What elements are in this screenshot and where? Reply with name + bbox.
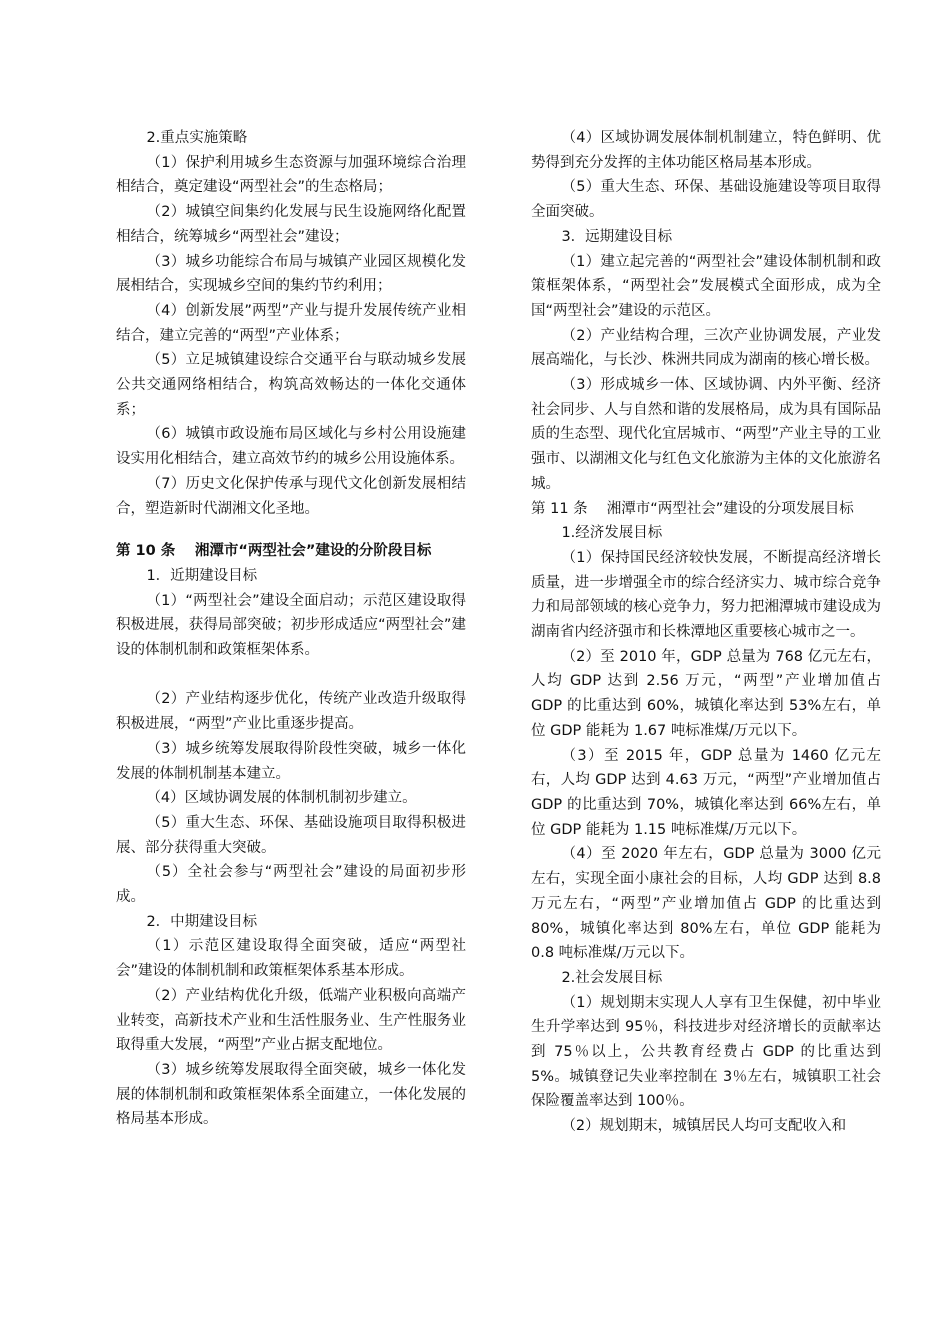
left-paragraph: 2.重点实施策略 (146, 130, 248, 146)
left-paragraph: （3）城乡统筹发展取得阶段性突破，城乡一体化发展的体制机制基本建立。 (116, 740, 466, 782)
right-paragraph: 1.经济发展目标 (561, 525, 663, 542)
left-paragraph: （1）保护利用城乡生态资源与加强环境综合治理相结合，奠定建设“两型社会”的生态格局； (116, 154, 466, 196)
right-paragraph: （4）至 2020 年左右，GDP 总量为 3000 亿元左右，实现全面小康社会的目标，人均 GDP 达到 8.8 万元左右，“两型”产业增加值占 GDP 的比重达到 80%，城镇化率达到 80%左右，单位 GDP 能耗为 0.8 吨标准煤/万元以下。 (531, 846, 881, 962)
right-paragraph: （5）重大生态、环保、基础设施建设等项目取得全面突破。 (531, 179, 881, 221)
left-paragraph: （2）产业结构优化升级，低端产业积极向高端产业转变，高新技术产业和生活性服务业、生产性服务业取得重大发展，“两型”产业占据支配地位。 (116, 987, 466, 1054)
left-paragraph: （1）示范区建设取得全面突破，适应“两型社会”建设的体制机制和政策框架体系基本形成。 (116, 938, 466, 980)
right-paragraph: （1）保持国民经济较快发展，不断提高经济增长质量，进一步增强全市的综合经济实力、城市综合竞争力和局部领域的核心竞争力，努力把湘潭城市建设成为湖南省内经济强市和长株潭地区重要核心城市之一。 (531, 549, 881, 641)
right-paragraph: （2）至 2010 年，GDP 总量为 768 亿元左右，人均 GDP 达到 2.56 万元，“两型”产业增加值占 GDP 的比重达到 60%，城镇化率达到 53%左右，单位 GDP 能耗为 1.67 吨标准煤/万元以下。 (531, 648, 881, 739)
right-paragraph: （2）规划期末，城镇居民人均可支配收入和 (561, 1118, 847, 1135)
section-gap (116, 521, 466, 539)
right-paragraph: （2）产业结构合理，三次产业协调发展，产业发展高端化，与长沙、株洲共同成为湖南的核心增长极。 (531, 327, 881, 369)
left-article-heading: 第 10 条 湘潭市“两型社会”建设的分阶段目标 (116, 543, 432, 560)
blank-line (116, 663, 466, 688)
left-paragraph: （4）创新发展”两型”产业与提升发展传统产业相结合，建立完善的“两型”产业体系； (116, 302, 466, 344)
left-paragraph: （2）产业结构逐步优化，传统产业改造升级取得积极进展，“两型”产业比重逐步提高。 (116, 691, 466, 733)
left-paragraph: 2．中期建设目标 (146, 913, 258, 930)
left-paragraph: （1）“两型社会”建设全面启动；示范区建设取得积极进展，获得局部突破；初步形成适应“两型社会”建设的体制机制和政策框架体系。 (116, 592, 466, 659)
left-paragraph: （3）城乡功能综合布局与城镇产业园区规模化发展相结合，实现城乡空间的集约节约利用； (116, 253, 466, 295)
right-column (531, 126, 881, 1139)
left-paragraph: （5）立足城镇建设综合交通平台与联动城乡发展公共交通网络相结合，构筑高效畅达的一体化交通体系； (116, 352, 466, 418)
left-column (116, 126, 466, 1132)
right-paragraph: （4）区域协调发展体制机制建立，特色鲜明、优势得到充分发挥的主体功能区格局基本形成。 (531, 130, 881, 171)
left-paragraph: （5）全社会参与“两型社会”建设的局面初步形成。 (116, 864, 466, 906)
left-paragraph: （3）城乡统筹发展取得全面突破，城乡一体化发展的体制机制和政策框架体系全面建立，一体化发展的格局基本形成。 (116, 1062, 466, 1128)
right-paragraph: （1）建立起完善的“两型社会”建设体制机制和政策框架体系，“两型社会”发展模式全面形成，成为全国“两型社会”建设的示范区。 (531, 253, 881, 319)
left-paragraph: （5）重大生态、环保、基础设施项目取得积极进展、部分获得重大突破。 (116, 814, 466, 856)
right-paragraph: （3）至 2015 年，GDP 总量为 1460 亿元左右，人均 GDP 达到 4.63 万元，“两型”产业增加值占 GDP 的比重达到 70%，城镇化率达到 66%左右，单位 GDP 能耗为 1.15 吨标准煤/万元以下。 (531, 747, 881, 838)
right-paragraph: 3．远期建设目标 (561, 228, 673, 245)
right-paragraph: 2.社会发展目标 (561, 969, 663, 986)
left-paragraph: （2）城镇空间集约化发展与民生设施网络化配置相结合，统筹城乡“两型社会”建设； (116, 204, 466, 245)
right-paragraph: （1）规划期末实现人人享有卫生保健，初中毕业生升学率达到 95％，科技进步对经济增长的贡献率达到 75％以上，公共教育经费占 GDP 的比重达到 5%。城镇登记失业率控制在 3％左右，城镇职工社会保险覆盖率达到 100％。 (531, 994, 881, 1110)
left-paragraph: （6）城镇市政设施布局区域化与乡村公用设施建设实用化相结合，建立高效节约的城乡公用设施体系。 (116, 426, 466, 468)
left-paragraph: （7）历史文化保护传承与现代文化创新发展相结合，塑造新时代湖湘文化圣地。 (116, 475, 466, 517)
left-paragraph: 1．近期建设目标 (146, 567, 258, 584)
left-paragraph: （4）区域协调发展的体制机制初步建立。 (146, 790, 417, 807)
right-article-heading: 第 11 条 湘潭市“两型社会”建设的分项发展目标 (531, 500, 854, 517)
right-paragraph: （3）形成城乡一体、区域协调、内外平衡、经济社会同步、人与自然和谐的发展格局，成为具有国际品质的生态型、现代化宜居城市、“两型”产业主导的工业强市、以湖湘文化与红色文化旅游为主体的文化旅游名城。 (531, 377, 881, 492)
